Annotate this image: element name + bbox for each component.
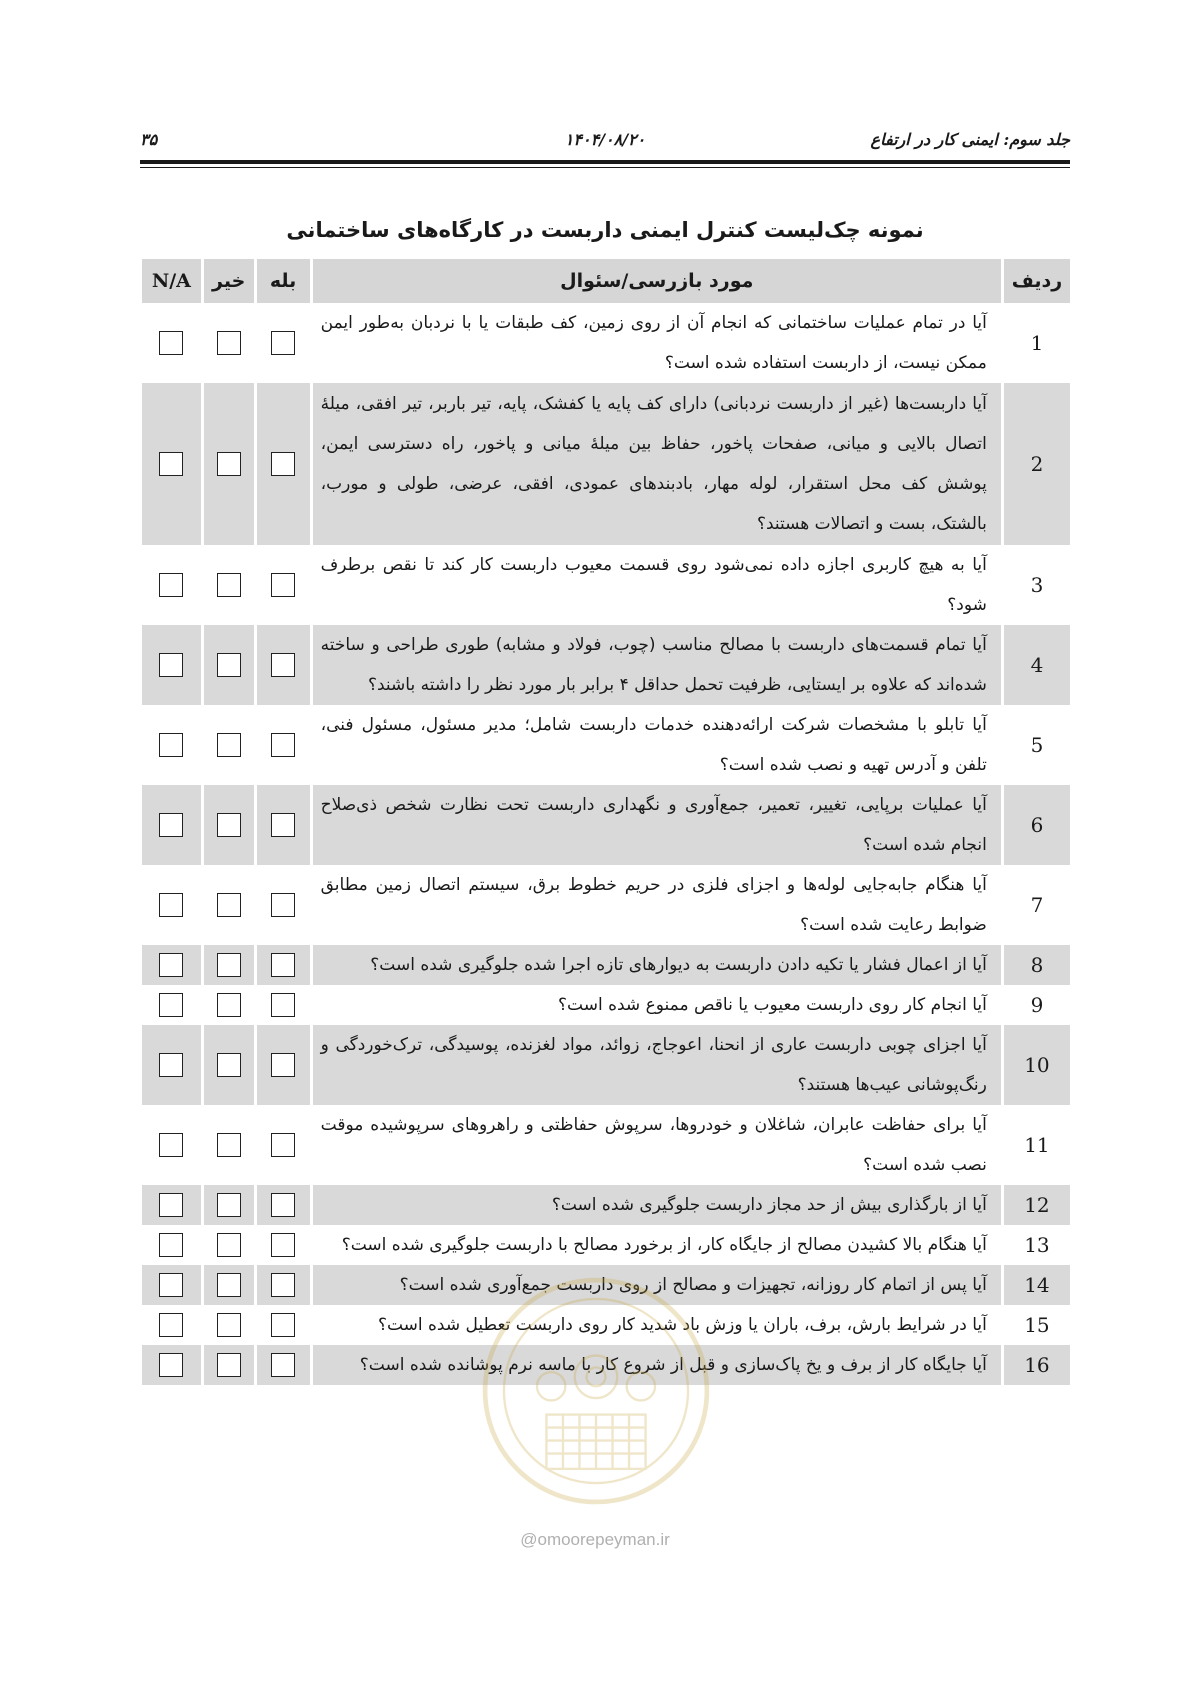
col-header-no: خیر xyxy=(202,259,255,303)
na-checkbox[interactable] xyxy=(159,813,183,837)
row-question: آیا تمام قسمت‌های داربست با مصالح مناسب (چوب، فولاد و مشابه) طوری طراحی و ساخته شده‌اند که علاوه بر ایستایی، ظرفیت تحمل حداقل ۴ برابر بار مورد نظر را داشته باشند؟ xyxy=(311,625,1002,705)
row-number: 10 xyxy=(1002,1025,1070,1105)
yes-cell xyxy=(255,705,311,785)
yes-checkbox[interactable] xyxy=(271,653,295,677)
yes-cell xyxy=(255,1185,311,1225)
row-number: 11 xyxy=(1002,1105,1070,1185)
row-question: آیا اجزای چوبی داربست عاری از انحنا، اعوجاج، زوائد، مواد لغزنده، پوسیدگی، ترک‌خوردگی و رنگ‌پوشانی عیب‌ها هستند؟ xyxy=(311,1025,1002,1105)
no-checkbox[interactable] xyxy=(217,653,241,677)
row-question: آیا داربست‌ها (غیر از داربست نردبانی) دارای کف پایه یا کفشک، پایه، تیر باربر، تیر افقی، میلهٔ اتصال بالایی و میانی، صفحات پاخور، حفاظ بین میلهٔ میانی و پاخور، راه دسترسی ایمن، پوشش کف محل استقرار، لوله مهار، بادبندهای عمودی، افقی، عرضی، طولی و مورب، بالشتک، بست و اتصالات هستند؟ xyxy=(311,383,1002,545)
no-checkbox[interactable] xyxy=(217,993,241,1017)
row-number: 6 xyxy=(1002,785,1070,865)
na-checkbox[interactable] xyxy=(159,331,183,355)
na-checkbox[interactable] xyxy=(159,1133,183,1157)
na-checkbox[interactable] xyxy=(159,893,183,917)
page-number: ۳۵ xyxy=(140,130,158,149)
table-row xyxy=(142,1225,1070,1265)
na-cell xyxy=(142,705,202,785)
no-cell xyxy=(202,545,255,625)
na-cell xyxy=(142,1225,202,1265)
yes-checkbox[interactable] xyxy=(271,993,295,1017)
header-rule-thin xyxy=(140,167,1070,168)
no-checkbox[interactable] xyxy=(217,1313,241,1337)
row-question: آیا از اعمال فشار یا تکیه دادن داربست به دیوارهای تازه اجرا شده جلوگیری شده است؟ xyxy=(311,945,1002,985)
row-number: 15 xyxy=(1002,1305,1070,1345)
row-number: 12 xyxy=(1002,1185,1070,1225)
no-cell xyxy=(202,1105,255,1185)
no-checkbox[interactable] xyxy=(217,1053,241,1077)
yes-checkbox[interactable] xyxy=(271,331,295,355)
row-number: 4 xyxy=(1002,625,1070,705)
yes-cell xyxy=(255,1345,311,1385)
table-row xyxy=(142,383,1070,545)
na-cell xyxy=(142,1265,202,1305)
yes-checkbox[interactable] xyxy=(271,953,295,977)
no-checkbox[interactable] xyxy=(217,953,241,977)
na-cell xyxy=(142,303,202,383)
no-checkbox[interactable] xyxy=(217,452,241,476)
no-checkbox[interactable] xyxy=(217,1273,241,1297)
no-cell xyxy=(202,985,255,1025)
table-header-row xyxy=(142,259,1070,303)
na-checkbox[interactable] xyxy=(159,953,183,977)
row-number: 3 xyxy=(1002,545,1070,625)
no-checkbox[interactable] xyxy=(217,893,241,917)
na-checkbox[interactable] xyxy=(159,1053,183,1077)
na-checkbox[interactable] xyxy=(159,1233,183,1257)
na-checkbox[interactable] xyxy=(159,653,183,677)
table-row xyxy=(142,985,1070,1025)
no-cell xyxy=(202,785,255,865)
col-header-row-number: ردیف xyxy=(1002,259,1070,303)
yes-checkbox[interactable] xyxy=(271,1133,295,1157)
yes-cell xyxy=(255,383,311,545)
no-cell xyxy=(202,1025,255,1105)
table-row xyxy=(142,1025,1070,1105)
row-number: 9 xyxy=(1002,985,1070,1025)
na-checkbox[interactable] xyxy=(159,733,183,757)
yes-cell xyxy=(255,865,311,945)
row-question: آیا تابلو با مشخصات شرکت ارائه‌دهنده خدمات داربست شامل؛ مدیر مسئول، مسئول فنی، تلفن و آدرس تهیه و نصب شده است؟ xyxy=(311,705,1002,785)
row-number: 14 xyxy=(1002,1265,1070,1305)
checklist-table xyxy=(142,259,1070,1385)
col-header-na: N/A xyxy=(142,259,202,303)
table-row xyxy=(142,303,1070,383)
no-checkbox[interactable] xyxy=(217,573,241,597)
na-checkbox[interactable] xyxy=(159,1273,183,1297)
watermark-text: @omoorepeyman.ir xyxy=(520,1530,670,1549)
no-checkbox[interactable] xyxy=(217,1133,241,1157)
table-row xyxy=(142,705,1070,785)
yes-checkbox[interactable] xyxy=(271,813,295,837)
na-checkbox[interactable] xyxy=(159,573,183,597)
yes-checkbox[interactable] xyxy=(271,733,295,757)
no-checkbox[interactable] xyxy=(217,1353,241,1377)
table-row xyxy=(142,945,1070,985)
no-checkbox[interactable] xyxy=(217,331,241,355)
row-question: آیا به هیچ کاربری اجازه داده نمی‌شود روی قسمت معیوب داربست کار کند تا نقص برطرف شود؟ xyxy=(311,545,1002,625)
na-checkbox[interactable] xyxy=(159,1353,183,1377)
na-cell xyxy=(142,1185,202,1225)
no-cell xyxy=(202,705,255,785)
table-row xyxy=(142,1105,1070,1185)
running-header xyxy=(140,130,1070,154)
yes-cell xyxy=(255,1025,311,1105)
col-header-yes: بله xyxy=(255,259,311,303)
row-question: آیا پس از اتمام کار روزانه، تجهیزات و مصالح از روی داربست جمع‌آوری شده است؟ xyxy=(311,1265,1002,1305)
na-cell xyxy=(142,785,202,865)
row-question: آیا از بارگذاری بیش از حد مجاز داربست جلوگیری شده است؟ xyxy=(311,1185,1002,1225)
no-cell xyxy=(202,1185,255,1225)
na-checkbox[interactable] xyxy=(159,1313,183,1337)
na-cell xyxy=(142,1105,202,1185)
no-cell xyxy=(202,383,255,545)
row-number: 7 xyxy=(1002,865,1070,945)
omoorepeyman-seal-icon xyxy=(478,1273,714,1509)
yes-checkbox[interactable] xyxy=(271,893,295,917)
yes-cell xyxy=(255,785,311,865)
row-number: 13 xyxy=(1002,1225,1070,1265)
no-cell xyxy=(202,1225,255,1265)
no-cell xyxy=(202,865,255,945)
header-date: ۱۴۰۴/۰۸/۲۰ xyxy=(564,130,646,149)
row-number: 8 xyxy=(1002,945,1070,985)
yes-checkbox[interactable] xyxy=(271,573,295,597)
yes-cell xyxy=(255,545,311,625)
book-title: جلد سوم: ایمنی کار در ارتفاع xyxy=(870,130,1070,149)
table-row xyxy=(142,1185,1070,1225)
na-cell xyxy=(142,383,202,545)
row-question: آیا عملیات برپایی، تغییر، تعمیر، جمع‌آوری و نگهداری داربست تحت نظارت شخص ذی‌صلاح انجام شده است؟ xyxy=(311,785,1002,865)
yes-cell xyxy=(255,1305,311,1345)
no-cell xyxy=(202,1305,255,1345)
row-question: آیا در تمام عملیات ساختمانی که انجام آن از روی زمین، کف طبقات یا با نردبان به‌طور ایمن ممکن نیست، از داربست استفاده شده است؟ xyxy=(311,303,1002,383)
row-number: 1 xyxy=(1002,303,1070,383)
yes-cell xyxy=(255,1265,311,1305)
no-cell xyxy=(202,1265,255,1305)
yes-checkbox[interactable] xyxy=(271,1053,295,1077)
na-cell xyxy=(142,865,202,945)
row-question: آیا جایگاه کار از برف و یخ پاک‌سازی و قبل از شروع کار با ماسه نرم پوشانده شده است؟ xyxy=(311,1345,1002,1385)
yes-checkbox[interactable] xyxy=(271,1273,295,1297)
no-cell xyxy=(202,1345,255,1385)
row-question: آیا هنگام جابه‌جایی لوله‌ها و اجزای فلزی در حریم خطوط برق، سیستم اتصال زمین مطابق ضوابط رعایت شده است؟ xyxy=(311,865,1002,945)
yes-checkbox[interactable] xyxy=(271,1233,295,1257)
yes-cell xyxy=(255,1225,311,1265)
na-cell xyxy=(142,1025,202,1105)
yes-checkbox[interactable] xyxy=(271,1353,295,1377)
na-checkbox[interactable] xyxy=(159,452,183,476)
na-cell xyxy=(142,985,202,1025)
na-cell xyxy=(142,1305,202,1345)
yes-checkbox[interactable] xyxy=(271,1313,295,1337)
header-rule-thick xyxy=(140,160,1070,164)
row-question: آیا انجام کار روی داربست معیوب یا ناقص ممنوع شده است؟ xyxy=(311,985,1002,1025)
row-question: آیا در شرایط بارش، برف، باران یا وزش باد شدید کار روی داربست تعطیل شده است؟ xyxy=(311,1305,1002,1345)
na-cell xyxy=(142,545,202,625)
row-question: آیا برای حفاظت عابران، شاغلان و خودروها، سرپوش حفاظتی و راهروهای سرپوشیده موقت نصب شده است؟ xyxy=(311,1105,1002,1185)
col-header-question: مورد بازرسی/سئوال xyxy=(311,259,1002,303)
table-row xyxy=(142,865,1070,945)
page-title: نمونه چک‌لیست کنترل ایمنی داربست در کارگاه‌های ساختمانی xyxy=(286,218,924,242)
no-checkbox[interactable] xyxy=(217,1193,241,1217)
table-row xyxy=(142,625,1070,705)
row-number: 2 xyxy=(1002,383,1070,545)
yes-cell xyxy=(255,625,311,705)
no-cell xyxy=(202,945,255,985)
yes-checkbox[interactable] xyxy=(271,452,295,476)
no-cell xyxy=(202,625,255,705)
yes-cell xyxy=(255,945,311,985)
no-checkbox[interactable] xyxy=(217,733,241,757)
na-checkbox[interactable] xyxy=(159,1193,183,1217)
row-number: 16 xyxy=(1002,1345,1070,1385)
yes-cell xyxy=(255,1105,311,1185)
row-number: 5 xyxy=(1002,705,1070,785)
table-row xyxy=(142,545,1070,625)
no-checkbox[interactable] xyxy=(217,813,241,837)
na-cell xyxy=(142,1345,202,1385)
yes-checkbox[interactable] xyxy=(271,1193,295,1217)
yes-cell xyxy=(255,985,311,1025)
no-cell xyxy=(202,303,255,383)
row-question: آیا هنگام بالا کشیدن مصالح از جایگاه کار، از برخورد مصالح با داربست جلوگیری شده است؟ xyxy=(311,1225,1002,1265)
table-row xyxy=(142,785,1070,865)
na-cell xyxy=(142,625,202,705)
yes-cell xyxy=(255,303,311,383)
no-checkbox[interactable] xyxy=(217,1233,241,1257)
na-checkbox[interactable] xyxy=(159,993,183,1017)
na-cell xyxy=(142,945,202,985)
